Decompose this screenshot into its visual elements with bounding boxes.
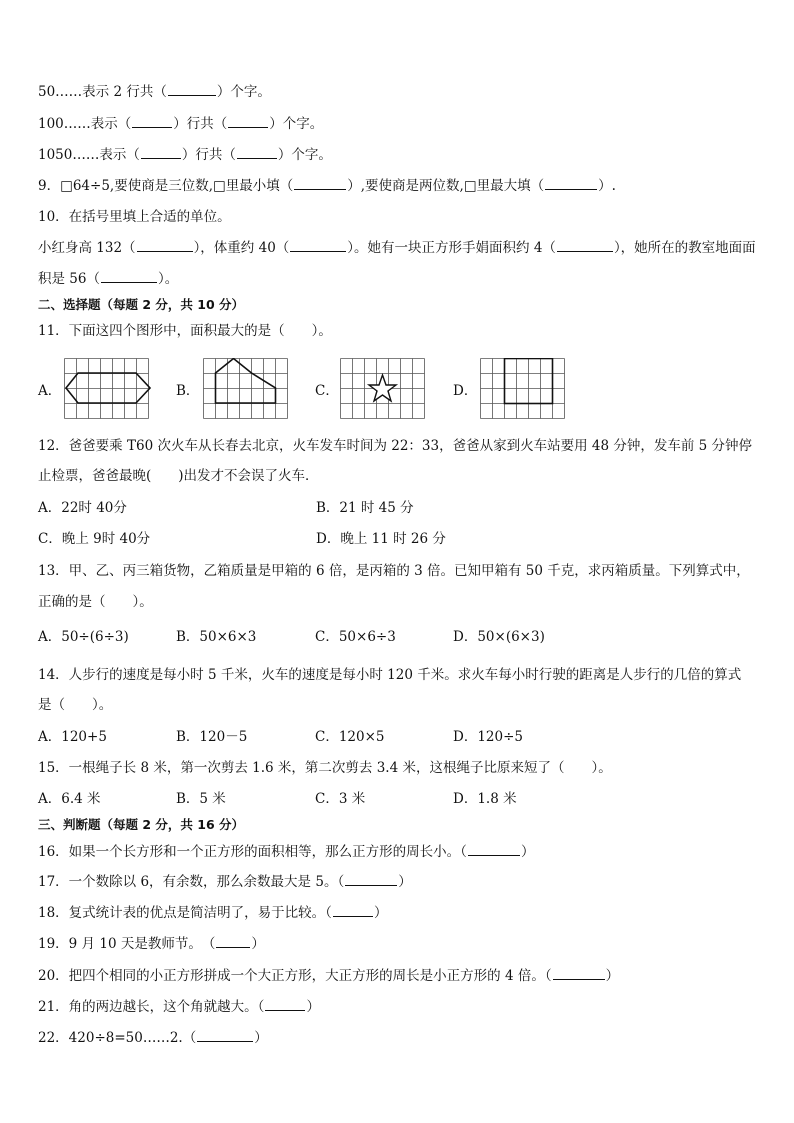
q13-line-2: 正确的是（ ）。 [38, 594, 153, 610]
answer-blank[interactable] [197, 1029, 253, 1042]
q13-line-1: 13．甲、乙、丙三箱货物，乙箱质量是甲箱的 6 倍，是丙箱的 3 倍。已知甲箱有 50 千克，求丙箱质量。下列算式中， [38, 563, 750, 579]
tf-question-22 [38, 1028, 268, 1048]
section-heading-judgement: 三、判断题（每题 2 分，共 16 分） [38, 817, 245, 832]
text: ） [254, 1030, 268, 1046]
q10-title: 10．在括号里填上合适的单位。 [38, 209, 231, 225]
text: 22．420÷8=50……2.（ [38, 1030, 197, 1046]
text: 20．把四个相同的小正方形拼成一个大正方形，大正方形的周长是小正方形的 4 倍。（ [38, 968, 552, 984]
q8-line-3 [38, 145, 332, 165]
tf-question-16 [38, 842, 534, 862]
q12-line-2: 止检票，爸爸最晚( )出发才不会误了火车． [38, 468, 319, 484]
q11-text: 11．下面这四个图形中，面积最大的是（ ）。 [38, 323, 332, 339]
text: 1050……表示（ [38, 147, 140, 163]
q14-line-1: 14．人步行的速度是每小时 5 千米，火车的速度是每小时 120 千米。求火车每小时行驶的距离是人步行的几倍的算式 [38, 667, 742, 683]
tf-question-21 [38, 997, 320, 1017]
text: ）个字。 [277, 147, 332, 163]
answer-blank[interactable] [294, 177, 346, 190]
answer-blank[interactable] [290, 239, 346, 252]
pentagon-shape [216, 359, 276, 404]
answer-blank[interactable] [132, 115, 172, 128]
grid-figure-c [340, 358, 430, 420]
q15-line-1: 15．一根绳子长 8 米，第一次剪去 1.6 米，第二次剪去 3.4 米，这根绳子比原来短了（ ）。 [38, 760, 612, 776]
q14-line-2: 是（ ）。 [38, 697, 113, 713]
answer-blank[interactable] [228, 115, 268, 128]
q12-option-b[interactable]: B．21 时 45 分 [316, 500, 414, 516]
q15-option-b[interactable]: B．5 米 [176, 791, 226, 807]
text: ） [306, 999, 320, 1015]
answer-blank[interactable] [168, 83, 216, 96]
text: ）行共（ [181, 147, 236, 163]
text: ） [398, 874, 412, 890]
answer-blank[interactable] [545, 177, 597, 190]
text: ） [373, 905, 388, 921]
star-shape [369, 375, 396, 401]
text: ）个字。 [269, 116, 324, 132]
text: 100……表示（ [38, 116, 132, 132]
q9 [38, 176, 616, 196]
text: ）行共（ [173, 116, 228, 132]
answer-blank[interactable] [553, 967, 605, 980]
text: ） [520, 844, 535, 860]
answer-blank[interactable] [237, 146, 277, 159]
text: 21．角的两边越长，这个角就越大。（ [38, 999, 265, 1015]
q8-line-2 [38, 114, 323, 134]
text: 17．一个数除以 6，有余数，那么余数最大是 5。（ [38, 874, 345, 890]
answer-blank[interactable] [345, 873, 397, 886]
answer-blank[interactable] [333, 904, 373, 917]
q12-line-1: 12．爸爸要乘 T60 次火车从长春去北京，火车发车时间为 22：33，爸爸从家到火车站要用 48 分钟，发车前 5 分钟停 [38, 438, 753, 454]
tf-question-20 [38, 966, 619, 986]
answer-blank[interactable] [557, 239, 613, 252]
q14-option-b[interactable]: B．120－5 [176, 729, 248, 745]
text: ） [251, 936, 265, 952]
text: 小红身高 132（ [38, 240, 136, 256]
grid-lines [65, 359, 149, 419]
q13-option-d[interactable]: D．50×(6×3) [453, 629, 545, 645]
tf-question-17 [38, 872, 412, 892]
text: 18．复式统计表的优点是简洁明了，易于比较。（ [38, 905, 332, 921]
answer-blank[interactable] [216, 935, 250, 948]
q15-option-a[interactable]: A．6.4 米 [38, 791, 101, 807]
q13-option-a[interactable]: A．50÷(6÷3) [38, 629, 129, 645]
text: ）个字。 [216, 84, 271, 100]
q13-option-c[interactable]: C．50×6÷3 [315, 629, 396, 645]
text: ）。她有一块正方形手娟面积约 4（ [347, 240, 556, 256]
q14-option-a[interactable]: A．120+5 [38, 729, 107, 745]
text: 16．如果一个长方形和一个正方形的面积相等，那么正方形的周长小。（ [38, 844, 467, 860]
answer-blank[interactable] [265, 998, 305, 1011]
q12-option-a[interactable]: A．22时 40分 [38, 500, 127, 516]
q10-line-1 [38, 238, 756, 258]
text: ）. [598, 178, 616, 194]
answer-blank[interactable] [468, 843, 520, 856]
q14-option-d[interactable]: D．120÷5 [453, 729, 523, 745]
option-label-a[interactable]: A． [38, 383, 62, 399]
q15-option-d[interactable]: D．1.8 米 [453, 791, 517, 807]
option-label-b[interactable]: B． [176, 383, 200, 399]
grid-figure-a [64, 358, 154, 420]
q12-option-c[interactable]: C．晚上 9时 40分 [38, 531, 151, 547]
q13-option-b[interactable]: B．50×6×3 [176, 629, 257, 645]
grid-figure-d [480, 358, 570, 420]
q12-option-d[interactable]: D．晚上 11 时 26 分 [316, 531, 446, 547]
section-heading-choice: 二、选择题（每题 2 分，共 10 分） [38, 297, 245, 312]
q14-option-c[interactable]: C．120×5 [315, 729, 385, 745]
text: ） [605, 968, 620, 984]
text: ），她所在的教室地面面 [613, 240, 756, 256]
answer-blank[interactable] [137, 239, 193, 252]
q15-option-c[interactable]: C．3 米 [315, 791, 366, 807]
hexagon-shape [66, 373, 150, 403]
q10-line-2 [38, 269, 178, 289]
text: ），体重约 40（ [193, 240, 290, 256]
option-label-c[interactable]: C． [315, 383, 339, 399]
tf-question-19 [38, 934, 265, 954]
tf-question-18 [38, 903, 387, 923]
answer-blank[interactable] [101, 270, 157, 283]
text: 9．□64÷5,要使商是三位数,□里最小填（ [38, 178, 294, 194]
option-label-d[interactable]: D． [453, 383, 478, 399]
text: 积是 56（ [38, 271, 100, 287]
text: 50……表示 2 行共（ [38, 84, 167, 100]
answer-blank[interactable] [141, 146, 181, 159]
grid-figure-b [203, 358, 293, 420]
q8-line-1 [38, 82, 271, 102]
text: ）。 [157, 271, 179, 287]
text: ）,要使商是两位数,□里最大填（ [347, 178, 545, 194]
text: 19．9 月 10 天是教师节。 （ [38, 936, 216, 952]
